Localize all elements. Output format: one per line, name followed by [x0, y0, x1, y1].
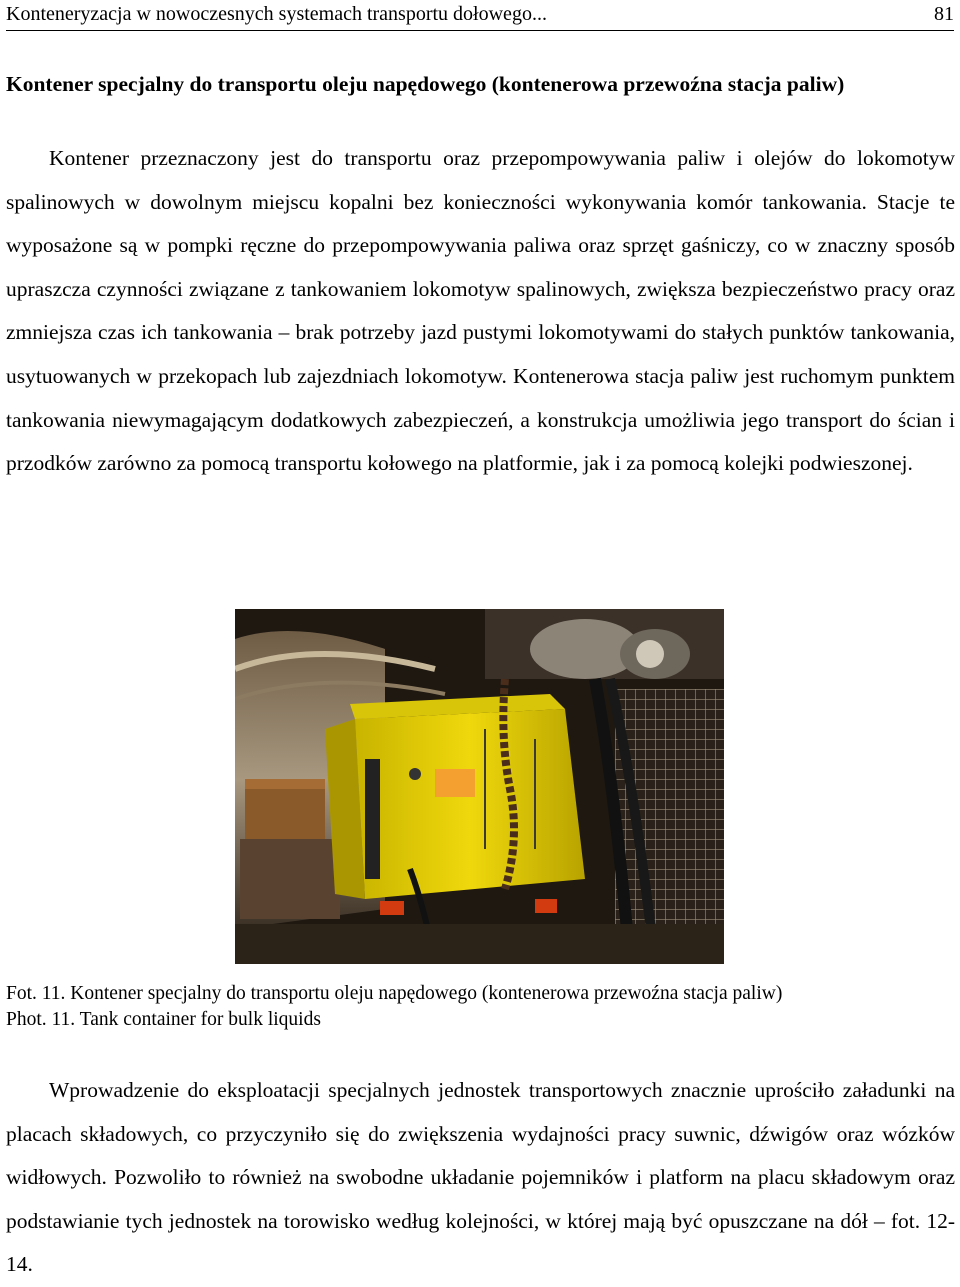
running-header — [6, 0, 954, 31]
figure-caption-en: Phot. 11. Tank container for bulk liquids — [6, 1009, 321, 1030]
photo-tank-container — [235, 609, 724, 964]
body-paragraph-2: Wprowadzenie do eksploatacji specjalnych jednostek transportowych znacznie uprościło załadunki na placach składowych, co przyczyniło się do zwiększenia wydajności pracy suwnic, dźwigów oraz wózków widłowych. Pozwoliło to również na swobodne układanie pojemników i platform na placu składowym oraz podstawianie tych jednostek na torowisko według kolejności, w której mają być opuszczane na dół – fot. 12-14. — [6, 1078, 955, 1277]
body-paragraph-1: Kontener przeznaczony jest do transportu oraz przepompowywania paliw i olejów do lokomotyw spalinowych w dowolnym miejscu kopalni bez konieczności wykonywania komór tankowania. Stacje te wyposażone są w pompki ręczne do przepompowywania paliwa oraz sprzęt gaśniczy, co w znaczny sposób upraszcza czynności związane z tankowaniem lokomotyw spalinowych, zwiększa bezpieczeństwo pracy oraz zmniejsza czas ich tankowania – brak potrzeby jazd pustymi lokomotywami do stałych punktów tankowania, usytuowanych w przekopach lub zajezdniach lokomotyw. Kontenerowa stacja paliw jest ruchomym punktem tankowania niewymagającym dodatkowych zabezpieczeń, a konstrukcja umożliwia jego transport do ścian i przodków zarówno za pomocą transportu kołowego na platformie, jak i za pomocą kolejki podwieszonej. — [6, 146, 955, 476]
figure-caption-pl: Fot. 11. Kontener specjalny do transportu oleju napędowego (kontenerowa przewoźna stacja paliw) — [6, 983, 783, 1004]
photo-illustration — [235, 609, 724, 964]
header-title: Konteneryzacja w nowoczesnych systemach transportu dołowego... — [6, 3, 547, 25]
section-heading: Kontener specjalny do transportu oleju napędowego (kontenerowa przewoźna stacja paliw) — [6, 72, 845, 96]
page-number: 81 — [934, 3, 954, 25]
